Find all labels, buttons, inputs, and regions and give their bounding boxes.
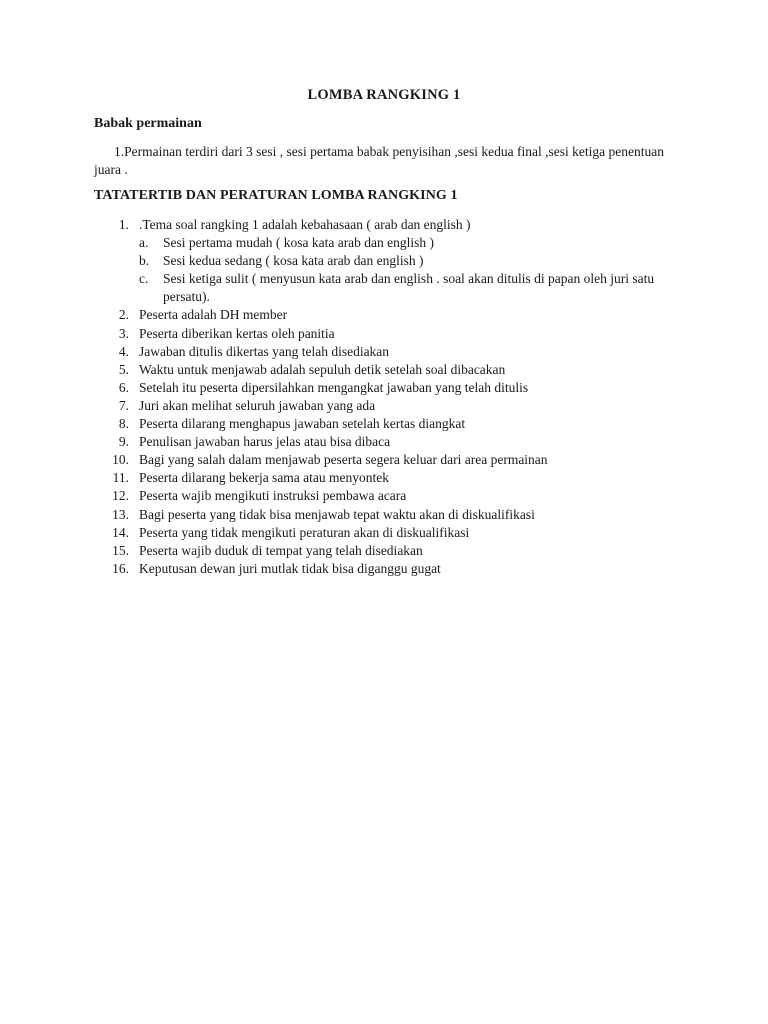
rule-number: 15. — [112, 542, 129, 558]
rule-item — [94, 343, 684, 361]
rule-text: Jawaban ditulis dikertas yang telah disediakan — [139, 343, 390, 359]
rule-item — [94, 415, 684, 433]
rule-text: Peserta yang tidak mengikuti peraturan akan di diskualifikasi — [139, 524, 470, 540]
rule-number: 6. — [118, 379, 129, 395]
sub-rule-text: Sesi pertama mudah ( kosa kata arab dan english ) — [163, 235, 435, 251]
rule-text: Peserta wajib duduk di tempat yang telah disediakan — [139, 542, 423, 558]
rules-heading: TATATERTIB DAN PERATURAN LOMBA RANGKING 1 — [94, 188, 458, 203]
rule-number: 5. — [118, 361, 129, 377]
intro-paragraph: 1.Permainan terdiri dari 3 sesi , sesi pertama babak penyisihan ,sesi kedua final ,sesi ketiga penentuan juara . — [94, 144, 664, 177]
rule-item — [94, 542, 684, 560]
rule-item — [94, 433, 684, 451]
rule-number: 2. — [118, 307, 129, 323]
rule-number: 9. — [118, 434, 129, 450]
rule-item — [94, 216, 684, 306]
rule-item — [94, 524, 684, 542]
rule-text: Peserta diberikan kertas oleh panitia — [139, 325, 335, 341]
rule-item — [94, 325, 684, 343]
rule-item — [94, 487, 684, 505]
section-heading: Babak permainan — [94, 116, 202, 131]
rule-text: Peserta dilarang menghapus jawaban setelah kertas diangkat — [139, 416, 466, 432]
sub-rule-item — [139, 270, 684, 306]
rule-number: 12. — [112, 488, 129, 504]
sub-rule-letter: c. — [139, 271, 149, 287]
sub-rule-letter: a. — [139, 235, 149, 251]
rule-number: 11. — [112, 470, 129, 486]
rule-number: 3. — [118, 325, 129, 341]
rule-item — [94, 506, 684, 524]
rule-text: Peserta adalah DH member — [139, 307, 288, 323]
rule-item — [94, 361, 684, 379]
sub-rule-item — [139, 252, 684, 270]
rules-list — [94, 216, 684, 578]
rule-item — [94, 397, 684, 415]
rule-item — [94, 560, 684, 578]
rule-item — [94, 306, 684, 324]
rule-number: 8. — [118, 416, 129, 432]
sub-rule-text: Sesi kedua sedang ( kosa kata arab dan english ) — [163, 253, 424, 269]
rule-text: .Tema soal rangking 1 adalah kebahasaan ( arab dan english ) — [139, 217, 471, 232]
rule-text: Peserta dilarang bekerja sama atau menyontek — [139, 470, 390, 486]
rule-number: 4. — [118, 343, 129, 359]
rule-text: Peserta wajib mengikuti instruksi pembawa acara — [139, 488, 407, 504]
document-title: LOMBA RANGKING 1 — [307, 87, 461, 103]
rule-number: 13. — [112, 506, 129, 522]
rule-text: Setelah itu peserta dipersilahkan mengangkat jawaban yang telah ditulis — [139, 379, 529, 395]
rule-number: 16. — [112, 560, 129, 576]
rule-text: Juri akan melihat seluruh jawaban yang ada — [139, 397, 376, 413]
rule-item — [94, 451, 684, 469]
rule-text: Waktu untuk menjawab adalah sepuluh detik setelah soal dibacakan — [139, 361, 506, 377]
sub-rules-list — [139, 234, 684, 306]
rule-item — [94, 379, 684, 397]
rule-text: Bagi yang salah dalam menjawab peserta segera keluar dari area permainan — [139, 452, 548, 468]
sub-rule-text: Sesi ketiga sulit ( menyusun kata arab dan english . soal akan ditulis di papan oleh juri satu persatu). — [163, 271, 655, 305]
rule-number: 10. — [112, 452, 129, 468]
rule-number: 14. — [112, 524, 129, 540]
rule-item — [94, 469, 684, 487]
rule-text: Bagi peserta yang tidak bisa menjawab tepat waktu akan di diskualifikasi — [139, 506, 535, 522]
sub-rule-item — [139, 234, 684, 252]
rule-text: Penulisan jawaban harus jelas atau bisa dibaca — [139, 434, 391, 450]
rule-number: 7. — [118, 397, 129, 413]
rule-number: 1. — [118, 217, 129, 232]
rule-text: Keputusan dewan juri mutlak tidak bisa diganggu gugat — [139, 560, 441, 576]
sub-rule-letter: b. — [139, 253, 150, 269]
